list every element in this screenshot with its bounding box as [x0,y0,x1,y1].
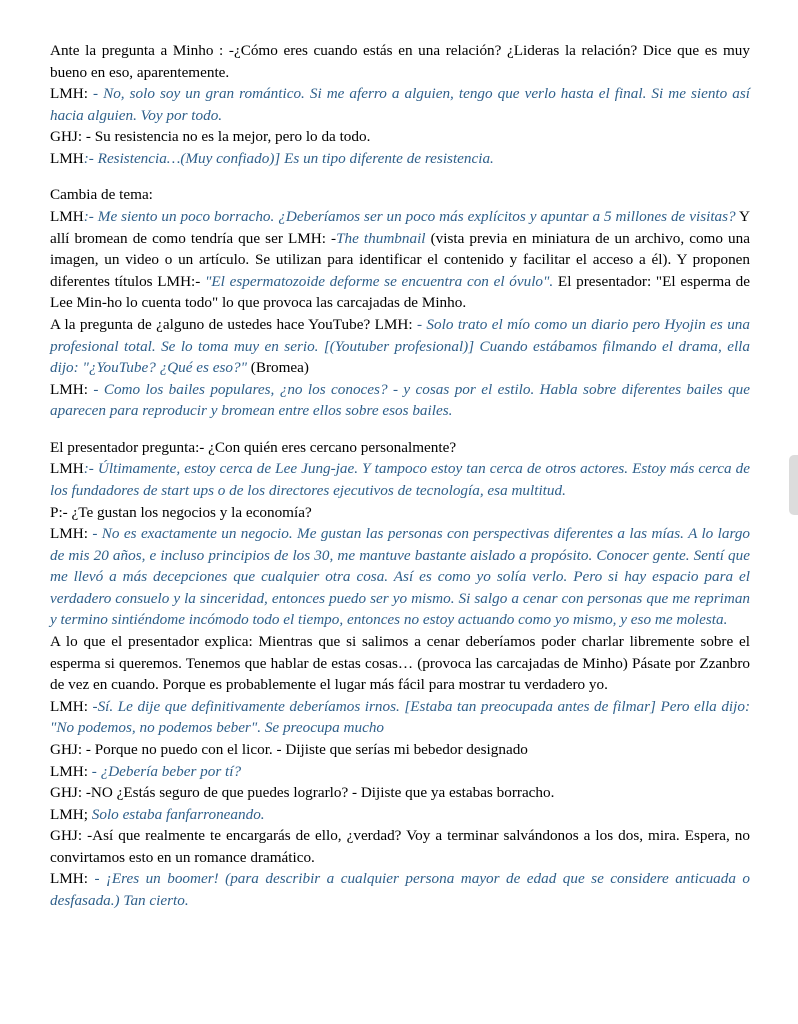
text-run-blue: - Como los bailes populares, ¿no los conoces? - y cosas por el estilo. Habla sobre diferentes bailes que aparecen para reproducir y bromean entre ellos sobre esos bailes. [50,380,750,420]
text-run-black: LMH [50,460,84,478]
paragraph [50,126,750,148]
paragraph [50,631,750,696]
text-run-black: LMH [50,149,84,167]
text-run-black: LMH: [50,85,93,103]
text-run-blue: - No, solo soy un gran romántico. Si me aferro a alguien, tengo que verlo hasta el final. Si me siento así hacia alguien. Voy por todo. [50,85,750,124]
paragraph [50,739,750,761]
paragraph [50,696,750,739]
paragraph [50,804,750,826]
text-run-blue: :- Últimamente, estoy cerca de Lee Jung-jae. Y tampoco estoy tan cerca de otros actores. Estoy más cerca de los fundadores de start ups o de los directores ejecutivos de tecnología, esa multitud. [50,460,750,499]
paragraph [50,458,750,501]
text-run-black: Y allí bromean de como tendría que ser LMH: - [50,208,750,247]
text-run-black: Ante la pregunta a Minho : -¿Cómo eres cuando estás en una relación? ¿Lideras la relación? Dice que es muy bueno en eso, aparentemente. [50,42,750,81]
text-run-blue: "El espermatozoide deforme se encuentra con el óvulo". [205,272,554,290]
paragraph [50,184,750,206]
text-run-black: El presentador pregunta:- ¿Con quién eres cercano personalmente? [50,438,457,456]
text-run-black: LMH: [50,762,92,780]
text-run-black: Cambia de tema: [50,186,153,204]
text-run-black: A lo que el presentador explica: Mientras que si salimos a cenar deberíamos poder charlar libremente sobre el esperma si queremos. Tenemos que hablar de estas cosas… (provoca las carcajadas de Minho) Pásate por Zzanbro de vez en cuando. Porque es probablemente el lugar más fácil para mostrar tu verdadero yo. [50,633,750,694]
paragraph [50,40,750,83]
text-run-blue: - ¡Eres un boomer! (para describir a cualquier persona mayor de edad que se considere anticuada o desfasada.) Tan cierto. [50,870,751,909]
paragraph [50,825,750,868]
paragraph [50,437,750,459]
paragraph [50,782,750,804]
paragraph [50,502,750,524]
paragraph [50,761,750,783]
document-body [50,40,750,912]
paragraph [50,868,750,911]
paragraph [50,523,750,631]
scroll-indicator[interactable] [789,455,798,515]
text-run-black: LMH: [50,870,95,888]
text-run-blue: - Solo trato el mío como un diario pero Hyojin es una profesional total. Se lo toma muy en serio. [(Youtuber profesional)] Cuando estábamos filmando el drama, ella dijo: "¿YouTube? ¿Qué es eso?" [50,315,750,377]
text-run-black: LMH: [50,697,93,715]
text-run-black: GHJ: - Su resistencia no es la mejor, pero lo da todo. [50,128,371,146]
text-run-black: LMH: [50,525,93,543]
text-run-blue: :- Resistencia…(Muy confiado)] Es un tipo diferente de resistencia. [83,149,494,167]
text-run-black: GHJ: -NO ¿Estás seguro de que puedes lograrlo? - Dijiste que ya estabas borracho. [50,784,555,802]
paragraph [50,314,750,379]
text-run-blue: - ¿Debería beber por tí? [91,762,242,780]
text-run-blue: - No es exactamente un negocio. Me gustan las personas con perspectivas diferentes a las mías. A lo largo de mis 20 años, e incluso principios de los 30, me mantuve bastante aislado a propósito. Conocer gente. Sentí que me llevó a más decepciones que cualquier otra cosa. Así es como yo solía verlo. Pero si hay espacio para el verdadero consuelo y la sinceridad, entonces puedo ser yo mismo. Si salgo a cenar con personas que me repriman y termino sintiéndome incómodo todo el tiempo, entonces no estoy actuando como yo mismo, y eso me molesta. [50,525,751,629]
text-run-blue: Solo estaba fanfarroneando. [91,805,265,823]
text-run-blue: The thumbnail [336,229,431,247]
text-run-black: El presentador: "El esperma de Lee Min-ho lo cuenta todo" lo que provoca las carcajadas de Minho. [50,272,750,312]
text-run-black: GHJ: -Así que realmente te encargarás de ello, ¿verdad? Voy a terminar salvándonos a los dos, mira. Espera, no convirtamos esto en un romance dramático. [50,827,750,866]
paragraph [50,206,750,314]
text-run-black: LMH [50,208,84,226]
text-run-black: LMH: [50,380,94,398]
text-run-black: (Bromea) [250,359,309,377]
paragraph [50,379,750,422]
text-run-black: P:- ¿Te gustan los negocios y la economía? [50,503,312,521]
text-run-blue: -Sí. Le dije que definitivamente deberíamos irnos. [Estaba tan preocupada antes de filmar] Pero ella dijo: "No podemos, no podemos beber". Se preocupa mucho [50,697,750,737]
text-run-black: A la pregunta de ¿alguno de ustedes hace YouTube? LMH: [50,315,417,333]
paragraph [50,148,750,170]
text-run-black: LMH; [50,805,92,823]
paragraph [50,83,750,126]
text-run-blue: :- Me siento un poco borracho. ¿Deberíamos ser un poco más explícitos y apuntar a 5 millones de visitas? [83,208,736,226]
text-run-black: (vista previa en miniatura de un archivo, como una imagen, un video o un artículo. Se utilizan para identificar el contenido y facilitar el acceso a él). Y proponen diferentes títulos LMH:- [50,229,750,290]
text-run-black: GHJ: - Porque no puedo con el licor. - Dijiste que serías mi bebedor designado [50,740,528,758]
